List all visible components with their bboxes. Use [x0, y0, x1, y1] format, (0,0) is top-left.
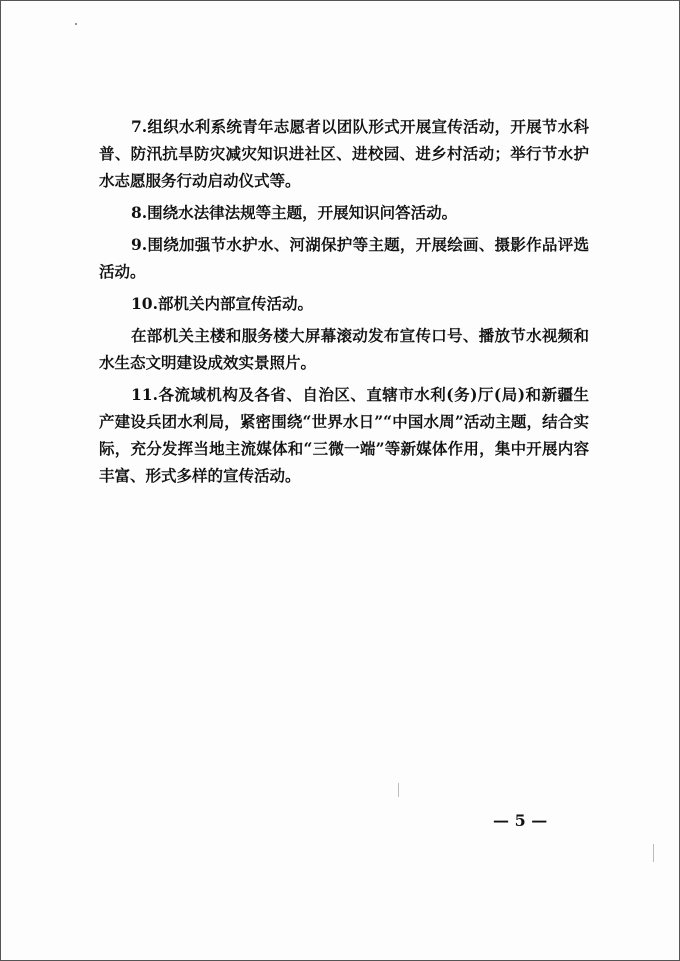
scan-speck	[75, 23, 77, 25]
paragraph-item-10-detail: 在部机关主楼和服务楼大屏幕滚动发布宣传口号、播放节水视频和水生态文明建设成效实景照片。	[99, 326, 589, 372]
scan-mark	[653, 844, 654, 862]
paragraph-item-9: 9.围绕加强节水护水、河湖保护等主题，开展绘画、摄影作品评选活动。	[99, 235, 589, 281]
scan-mark	[398, 783, 399, 797]
paragraph-item-7: 7.组织水利系统青年志愿者以团队形式开展宣传活动，开展节水科普、防汛抗旱防灾减灾知识进社区、进校园、进乡村活动；举行节水护水志愿服务行动启动仪式等。	[99, 117, 589, 190]
page-number: — 5 —	[493, 811, 548, 830]
paragraph-item-11: 11.各流域机构及各省、自治区、直辖市水利(务)厅(局)和新疆生产建设兵团水利局，紧密围绕“世界水日”“中国水周”活动主题，结合实际，充分发挥当地主流媒体和“三微一端”等新媒体作用，集中开展内容丰富、形式多样的宣传活动。	[99, 385, 589, 485]
paragraph-item-10: 10.部机关内部宣传活动。	[131, 294, 313, 313]
document-body	[99, 113, 589, 494]
paragraph-item-8: 8.围绕水法律法规等主题，开展知识问答活动。	[131, 203, 458, 222]
